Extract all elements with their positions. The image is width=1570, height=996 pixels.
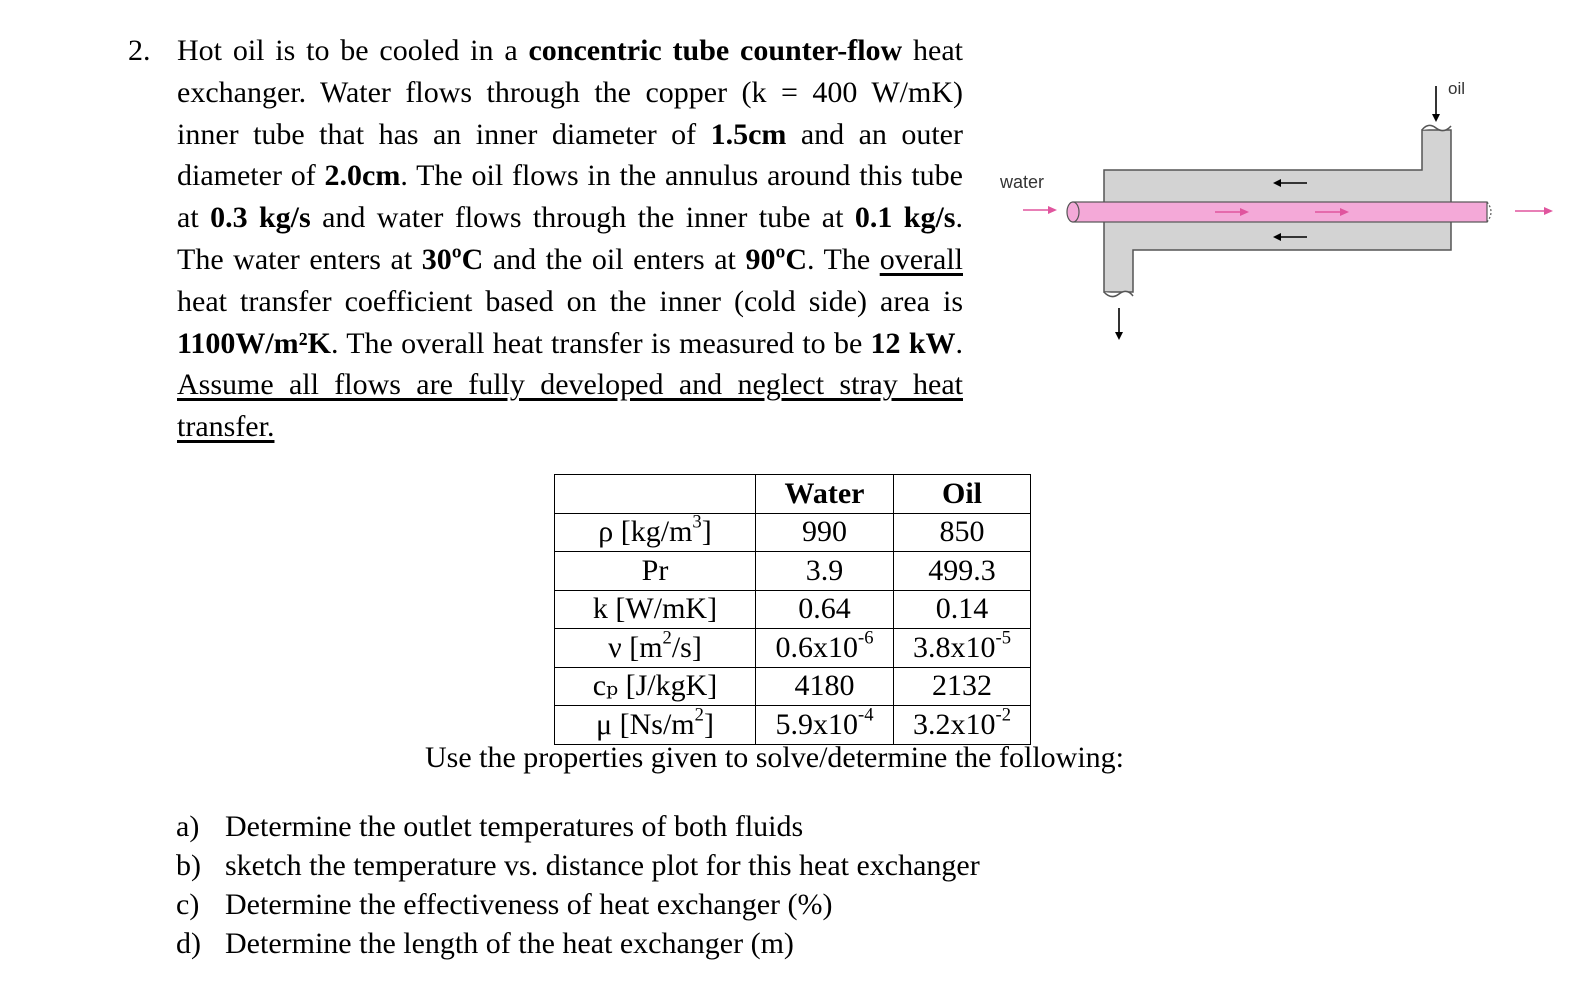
- table-row: [555, 513, 1031, 552]
- inner-tube: [1073, 202, 1487, 222]
- task-label: d): [176, 927, 201, 960]
- text-part: heat transfer coefficient based on the inner (cold side) area is: [177, 284, 963, 318]
- inner-diameter: 1.5cm: [710, 117, 787, 151]
- task-text: Determine the length of the heat exchanger (m): [225, 927, 794, 960]
- water-inlet-temp: 30ºC: [421, 242, 484, 276]
- water-value: $5.9x10^{-4}$: [756, 706, 894, 745]
- oil-value: 850: [894, 513, 1031, 552]
- text-part: and water flows through the inner tube at: [310, 201, 855, 235]
- header-cell-water: Water: [756, 475, 894, 514]
- row-label: k [W/mK]: [555, 590, 756, 629]
- water-value: 990: [756, 513, 894, 552]
- oil-value: 499.3: [894, 552, 1031, 591]
- text-part: heat exchanger. Water flows through the copper (k = 400 W/mK) inner tube that has an inner diameter of: [177, 34, 963, 151]
- water-value: 0.64: [756, 590, 894, 629]
- header-cell: [555, 475, 756, 514]
- water-value: 3.9: [756, 552, 894, 591]
- row-label: cₚ [J/kgK]: [555, 667, 756, 706]
- row-label: μ $[Ns/m^2]$: [555, 706, 756, 745]
- text-part: . The: [807, 242, 880, 276]
- table-row: [555, 590, 1031, 629]
- oil-value: $3.8x10^{-5}$: [894, 629, 1031, 668]
- oil-value: 0.14: [894, 590, 1031, 629]
- text-part: . The water enters at: [177, 201, 963, 276]
- list-item: [176, 924, 980, 963]
- assumption-text: Assume all flows are fully developed and neglect stray heat transfer.: [177, 368, 963, 444]
- oil-flow-rate: 0.3 kg/s: [210, 201, 311, 235]
- heat-exchanger-diagram: [985, 70, 1570, 350]
- list-item: [176, 846, 980, 885]
- task-label: c): [176, 888, 200, 921]
- task-text: sketch the temperature vs. distance plot for this heat exchanger: [225, 849, 980, 882]
- problem-body: [177, 30, 963, 448]
- text-part: and the oil enters at: [483, 242, 746, 276]
- water-flow-rate: 0.1 kg/s: [854, 201, 956, 235]
- oil-value: 2132: [894, 667, 1031, 706]
- text-part: .: [955, 326, 964, 360]
- task-list: [176, 807, 980, 963]
- problem-number: 2.: [128, 34, 151, 67]
- tube-inlet-end: [1067, 202, 1079, 222]
- oil-inlet-temp: 90ºC: [745, 242, 808, 276]
- row-label: Pr: [555, 552, 756, 591]
- table-row: [555, 629, 1031, 668]
- properties-table: [554, 474, 1031, 745]
- oil-label: oil: [1448, 79, 1466, 98]
- text-part: and an outer diameter of: [177, 117, 963, 193]
- task-text: Determine the effectiveness of heat exchanger (%): [225, 888, 833, 921]
- header-cell-oil: Oil: [894, 475, 1031, 514]
- text-part: . The oil flows in the annulus around this tube at: [177, 159, 963, 235]
- row-label: ν $[m^2/s]$: [555, 629, 756, 668]
- u-value: 1100W/m²K: [177, 326, 331, 360]
- water-value: 4180: [756, 667, 894, 706]
- list-item: [176, 885, 980, 924]
- oil-value: $3.2x10^{-2}$: [894, 706, 1031, 745]
- underlined-overall: overall: [879, 242, 963, 276]
- text-part: . The overall heat transfer is measured to be: [331, 326, 871, 360]
- water-value: $0.6x10^{-6}$: [756, 629, 894, 668]
- heat-transfer-value: 12 kW: [870, 326, 956, 360]
- task-label: b): [176, 849, 201, 882]
- text-part: Hot oil is to be cooled in a: [177, 34, 529, 67]
- problem-statement: [128, 30, 963, 448]
- outer-diameter: 2.0cm: [324, 159, 401, 193]
- table-row: [555, 667, 1031, 706]
- table-row: [555, 552, 1031, 591]
- row-label: ρ $[kg/m^3]$: [555, 513, 756, 552]
- task-text: Determine the outlet temperatures of both fluids: [225, 810, 804, 843]
- task-label: a): [176, 810, 200, 843]
- water-label: water: [1000, 172, 1045, 192]
- table-header-row: [555, 475, 1031, 514]
- bold-term: concentric tube counter-flow: [528, 34, 903, 67]
- list-item: [176, 807, 980, 846]
- instruction-text: Use the properties given to solve/determine the following:: [425, 741, 1124, 774]
